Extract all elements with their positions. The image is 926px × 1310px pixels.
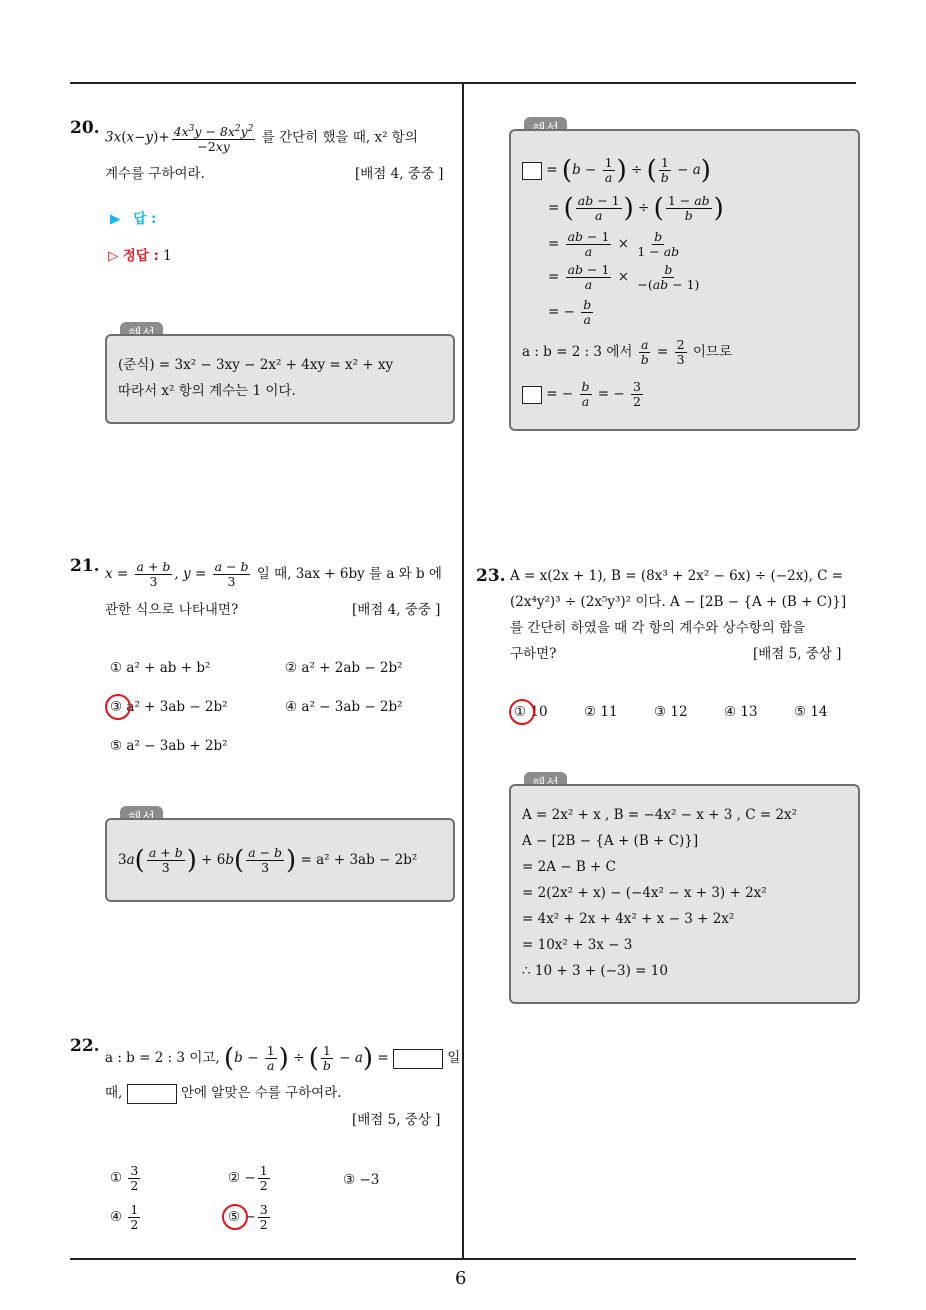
q23-score: [배점 5, 중상 ] — [753, 646, 842, 662]
q21-text-after: 일 때, 3ax + 6by 를 a 와 b 에 — [256, 566, 442, 582]
q23-option-1[interactable]: ① 10 — [514, 704, 548, 720]
q23-option-5[interactable]: ⑤ 14 — [794, 704, 828, 720]
answer-label: 답 : — [133, 211, 157, 227]
q21-option-2[interactable]: ② a² + 2ab − 2b² — [285, 660, 403, 676]
q23-line3: 를 간단히 하였을 때 각 항의 계수와 상수항의 합을 — [510, 620, 806, 636]
q21-option-3[interactable]: ③ a² + 3ab − 2b² — [110, 699, 228, 715]
q22-line2: 때, 안에 알맞은 수를 구하여라. — [105, 1083, 342, 1104]
blank-square — [522, 162, 542, 180]
q22-option-3[interactable]: ③ −3 — [343, 1172, 380, 1188]
question-number-23: 23. — [476, 566, 506, 586]
q21-score: [배점 4, 중중 ] — [352, 602, 441, 618]
q23-line4: 구하면? — [510, 646, 557, 662]
correct-value: 1 — [163, 248, 172, 264]
q22-option-4[interactable]: ④ $\frac{1}{2}$ — [110, 1202, 139, 1232]
q22-option-1[interactable]: ① $\frac{3}{2}$ — [110, 1163, 139, 1193]
q20-expression: 3x(x−y)+ $\frac{4x^3y - 8x^2y^2}{-2xy}$ 를 간단히 했을 때, x² 항의 — [105, 124, 418, 155]
sol-step-3: = $\frac{ab - 1}{a}$ × $\frac{b}{1 - ab}$ — [548, 229, 680, 259]
q21-option-1[interactable]: ① a² + ab + b² — [110, 660, 211, 676]
q23-solution-line-6: = 10x² + 3x − 3 — [522, 937, 633, 953]
q20-line2: 계수를 구하여라. — [105, 166, 205, 182]
selected-answer-circle — [222, 1204, 248, 1230]
q21-solution-result: = a² + 3ab − 2b² — [300, 852, 418, 868]
q22-option-2[interactable]: ② − $\frac{1}{2}$ — [228, 1163, 268, 1193]
q20-correct-row — [108, 246, 172, 266]
q23-solution-line-3: = 2A − B + C — [522, 859, 616, 875]
q21-option-4[interactable]: ④ a² − 3ab − 2b² — [285, 699, 403, 715]
blank-square — [522, 386, 542, 404]
column-divider — [462, 83, 464, 1258]
sol-ratio-line: a : b = 2 : 3 에서 $\frac{a}{b}$ = $\frac{2}{3}$ 이므로 — [522, 337, 732, 367]
q20-score: [배점 4, 중중 ] — [355, 166, 444, 182]
sol-step-4: = $\frac{ab - 1}{a}$ × $\frac{b}{-(ab - 1)}$ — [548, 262, 700, 292]
q20-solution-line2: 따라서 x² 항의 계수는 1 이다. — [118, 383, 296, 399]
q23-option-4[interactable]: ④ 13 — [724, 704, 758, 720]
q21-solution-expression: 3a( $\frac{a + b}{3}$ ) + 6b( $\frac{a - b}{3}$ ) = a² + 3ab − 2b² — [118, 845, 418, 876]
q20-solution-box — [105, 334, 455, 424]
q23-solution-line-2: A − [2B − {A + (B + C)}] — [522, 833, 699, 849]
q22-score: [배점 5, 중상 ] — [352, 1112, 441, 1128]
q20-text-after: 를 간단히 했을 때, x² 항의 — [261, 129, 418, 146]
selected-answer-circle — [509, 699, 535, 725]
q23-option-2[interactable]: ② 11 — [584, 704, 618, 720]
q20-answer-row — [110, 209, 156, 229]
question-number-22: 22. — [70, 1036, 100, 1056]
q23-solution-line-5: = 4x² + 2x + 4x² + x − 3 + 2x² — [522, 911, 735, 927]
q23-solution-line-4: = 2(2x² + x) − (−4x² − x + 3) + 2x² — [522, 885, 767, 901]
q21-line2: 관한 식으로 나타내면? — [105, 602, 239, 618]
q23-line2: (2x⁴y²)³ ÷ (2x⁵y³)² 이다. A − [2B − {A + (B + C)}] — [510, 594, 847, 610]
q23-line1: A = x(2x + 1), B = (8x³ + 2x² − 6x) ÷ (−2x), C = — [510, 568, 844, 584]
sol-step-5: = − $\frac{b}{a}$ — [548, 297, 592, 327]
sol-final: = − $\frac{b}{a}$ = − $\frac{3}{2}$ — [522, 380, 645, 409]
q22-line1: a : b = 2 : 3 이고, (b − $\frac{1}{a}$ ) ÷ ( $\frac{1}{b}$ − a) = 일 — [105, 1043, 461, 1074]
q23-solution-line-7: ∴ 10 + 3 + (−3) = 10 — [522, 963, 668, 979]
bottom-rule — [70, 1258, 856, 1260]
q23-solution-line-1: A = 2x² + x , B = −4x² − x + 3 , C = 2x² — [522, 807, 798, 823]
outline-arrow-icon: ▷ — [108, 248, 119, 264]
sol-step-1: = (b − $\frac{1}{a}$ ) ÷ ( $\frac{1}{b}$ − a) — [522, 156, 711, 185]
q21-expression: x = $\frac{a + b}{3}$ , y = $\frac{a - b}{3}$ 일 때, 3ax + 6by 를 a 와 b 에 — [105, 559, 442, 589]
page-number: 6 — [455, 1268, 467, 1289]
q21-option-5[interactable]: ⑤ a² − 3ab + 2b² — [110, 738, 228, 754]
play-arrow-icon: ▶ — [110, 211, 121, 227]
correct-label: 정답 : — [122, 248, 159, 264]
question-number-20: 20. — [70, 118, 100, 138]
answer-blank-box-2 — [127, 1084, 177, 1104]
q20-solution-line1: (준식) = 3x² − 3xy − 2x² + 4xy = x² + xy — [118, 357, 394, 373]
selected-answer-circle — [105, 694, 131, 720]
question-number-21: 21. — [70, 556, 100, 576]
answer-blank-box — [393, 1049, 443, 1069]
q22-option-5[interactable]: ⑤ − $\frac{3}{2}$ — [228, 1202, 268, 1232]
q23-option-3[interactable]: ③ 12 — [654, 704, 688, 720]
sol-step-2: = ( $\frac{ab - 1}{a}$ ) ÷ ( $\frac{1 - ab}{b}$ ) — [548, 193, 724, 224]
